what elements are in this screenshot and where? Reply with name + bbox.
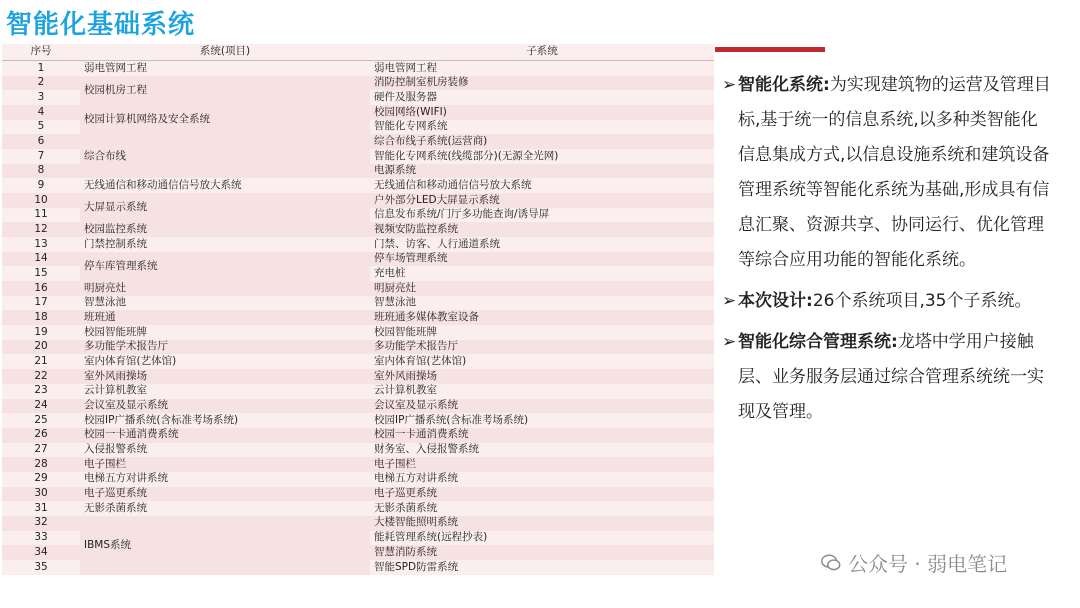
subsystem-name: 室外风雨操场 [370,369,714,384]
row-number: 9 [37,179,45,191]
row-number: 19 [34,325,48,338]
para-design [722,284,1052,319]
row-number: 30 [2,487,80,502]
row-number: 3 [37,90,45,103]
row-number: 28 [2,457,80,472]
subsystem-name: 电子巡更系统 [370,487,714,502]
row-number: 22 [2,369,80,384]
row-number: 35 [34,560,48,573]
subsystem-name: 校园IP广播系统(含标准考场系统) [374,413,529,426]
page-title: 智能化基础系统 [6,10,196,40]
table-row [2,310,714,325]
system-name: 校园一卡通消费系统 [80,428,370,443]
table-row [2,76,714,91]
subsystem-name: 能耗管理系统(远程抄表) [374,531,488,544]
row-number: 29 [34,472,48,485]
table-row [2,413,714,428]
subsystem-name: 校园智能班牌 [374,325,437,338]
row-number: 26 [2,428,80,443]
system-name: 综合布线 [80,134,370,178]
arrow-icon: ➢ [722,291,737,311]
system-name: 校园监控系统 [80,222,370,237]
table-row [2,105,714,120]
table-row [2,134,714,149]
subsystem-name: 智慧消防系统 [370,545,714,560]
system-name: 大屏显示系统 [80,193,370,222]
para-label: 智能化系统: [738,75,830,95]
subsystem-name: 智能SPD防雷系统 [374,560,459,573]
para-label: 本次设计: [738,291,813,311]
row-number: 27 [34,443,48,456]
row-number: 18 [2,310,80,325]
row-number: 15 [34,267,48,280]
system-name: 电梯五方对讲系统 [84,472,168,485]
subsystem-name: 电梯五方对讲系统 [374,472,458,485]
subsystem-name: 户外部分LED大屏显示系统 [370,193,714,208]
row-number: 34 [2,545,80,560]
header-system: 系统(项目) [80,44,370,61]
row-number: 11 [34,208,48,221]
system-name: 校园智能班牌 [84,325,147,338]
table-row [2,501,714,516]
table-row [2,281,714,296]
table-row [2,252,714,267]
row-number: 32 [2,516,80,531]
system-name: 室内体育馆(艺体馆) [84,355,177,368]
watermark [820,548,1007,577]
subsystem-name: 校园一卡通消费系统 [370,428,714,443]
accent-bar [715,47,825,52]
system-name: 云计算机教室 [84,384,147,397]
subsystem-name: 电源系统 [370,164,714,179]
header-subsystem: 子系统 [370,44,714,61]
system-name: 无影杀菌系统 [84,501,147,514]
table-row [2,457,714,472]
system-name: IBMS系统 [80,516,370,575]
row-number: 23 [34,384,48,397]
table-row [2,516,714,531]
arrow-icon: ➢ [722,75,737,95]
subsystem-name: 充电桩 [374,267,406,280]
subsystem-name: 门禁、访客、人行通道系统 [374,237,500,250]
table-row [2,222,714,237]
row-number: 7 [37,149,45,162]
row-number: 8 [2,164,80,179]
system-name: 入侵报警系统 [84,443,147,456]
arrow-icon: ➢ [722,332,737,352]
table-row [2,472,714,487]
para-management [722,325,1052,430]
subsystem-name: 消防控制室机房装修 [370,76,714,91]
subsystem-name: 云计算机教室 [374,384,437,397]
table-row [2,340,714,355]
para-text: 龙塔中学用户接触层、业务服务层通过综合管理系统统一实现及管理。 [738,332,1044,422]
system-name: 弱电管网工程 [84,61,147,74]
row-number: 25 [34,413,48,426]
system-name: 门禁控制系统 [84,237,147,250]
subsystem-name: 智能化专网系统 [374,120,448,133]
table-row [2,325,714,340]
row-number: 12 [2,222,80,237]
table-row [2,61,714,76]
table-header-row [2,44,714,61]
system-name: 智慧泳池 [84,296,126,309]
system-name: 多功能学术报告厅 [80,340,370,355]
system-name: 校园机房工程 [80,76,370,105]
subsystem-name: 智慧泳池 [374,296,416,309]
table-row [2,237,714,252]
row-number: 4 [2,105,80,120]
system-name: 会议室及显示系统 [80,399,370,414]
system-name: 电子巡更系统 [80,487,370,502]
table-row [2,354,714,369]
subsystem-name: 多功能学术报告厅 [370,340,714,355]
system-name: 校园计算机网络及安全系统 [80,105,370,134]
row-number: 24 [2,399,80,414]
subsystem-name: 停车场管理系统 [370,252,714,267]
subsystem-name: 班班通多媒体教室设备 [370,310,714,325]
subsystem-name: 室内体育馆(艺体馆) [374,355,467,368]
header-no: 序号 [2,44,80,61]
row-number: 10 [2,193,80,208]
subsystem-name: 硬件及服务器 [374,90,437,103]
subsystem-name: 财务室、入侵报警系统 [374,443,479,456]
subsystem-name: 明厨亮灶 [370,281,714,296]
row-number: 17 [34,296,48,309]
para-label: 智能化综合管理系统: [738,332,898,352]
system-name: 电子围栏 [80,457,370,472]
row-number: 33 [34,531,48,544]
system-name: 室外风雨操场 [80,369,370,384]
wechat-icon [820,552,842,574]
system-name: 无线通信和移动通信信号放大系统 [84,179,242,191]
row-number: 21 [34,355,48,368]
system-name: 明厨亮灶 [80,281,370,296]
row-number: 2 [2,76,80,91]
description-panel [722,68,1052,436]
row-number: 6 [2,134,80,149]
row-number: 14 [2,252,80,267]
row-number: 13 [34,237,48,250]
watermark-text: 公众号 · 弱电笔记 [848,552,1008,576]
table-row [2,384,714,399]
row-number: 16 [2,281,80,296]
subsystem-name: 无线通信和移动通信信号放大系统 [374,179,532,191]
table-row [2,296,714,311]
table-row [2,178,714,193]
subsystem-name: 弱电管网工程 [374,61,437,74]
systems-table [2,44,714,575]
table-row [2,428,714,443]
para-intelligent-system [722,68,1052,278]
system-name: 班班通 [80,310,370,325]
subsystem-name: 信息发布系统/门厅多功能查询/诱导屏 [374,208,550,221]
subsystem-name: 校园网络(WIFI) [370,105,714,120]
table-row [2,193,714,208]
subsystem-name: 智能化专网系统(线缆部分)(无源全光网) [374,149,559,162]
subsystem-name: 大楼智能照明系统 [370,516,714,531]
subsystem-name: 会议室及显示系统 [370,399,714,414]
row-number: 20 [2,340,80,355]
subsystem-name: 视频安防监控系统 [370,222,714,237]
subsystem-name: 无影杀菌系统 [374,501,437,514]
table-row [2,487,714,502]
table-row [2,369,714,384]
row-number: 31 [34,501,48,514]
para-text: 为实现建筑物的运营及管理目标,基于统一的信息系统,以多种类智能化信息集成方式,以信息设施系统和建筑设备管理系统等智能化系统为基础,形成具有信息汇聚、资源共享、协同运行、优化管理等综合应用功能的智能化系统。 [738,75,1051,270]
row-number: 5 [37,120,45,133]
table-row [2,443,714,458]
subsystem-name: 综合布线子系统(运营商) [370,134,714,149]
para-text: 26个系统项目,35个子系统。 [812,291,1032,311]
system-name: 校园IP广播系统(含标准考场系统) [84,413,239,426]
system-name: 停车库管理系统 [80,252,370,281]
row-number: 1 [37,61,45,74]
subsystem-name: 电子围栏 [370,457,714,472]
table-row [2,399,714,414]
